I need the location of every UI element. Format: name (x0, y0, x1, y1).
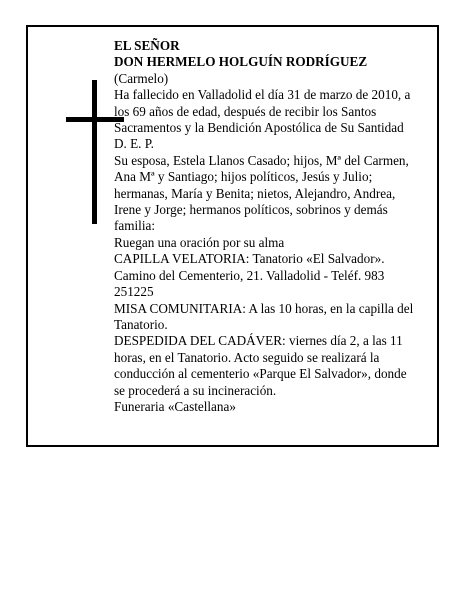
notice-title-line1: EL SEÑOR (114, 38, 180, 53)
deceased-nickname: (Carmelo) (114, 70, 169, 86)
deceased-name: DON HERMELO HOLGUÍN RODRÍGUEZ (114, 54, 368, 70)
death-announcement: Ha fallecido en Valladolid el día 31 de marzo de 2010, a los 69 años de edad, después de recibir los Santos Sacramentos y la Bendición Apostólica de Su Santidad (114, 87, 411, 136)
farewell-info: DESPEDIDA DEL CADÁVER: viernes día 2, a las 11 horas, en el Tanatorio. Acto seguido se realizará la conducción al cementerio «Parque El Salvador», donde se procederá a su incineración. (114, 333, 407, 398)
funeral-home: Funeraria «Castellana» (114, 398, 236, 414)
family-list: Su esposa, Estela Llanos Casado; hijos, Mª del Carmen, Ana Mª y Santiago; hijos políticos, Jesús y Julio; hermanas, María y Benita; nietos, Alejandro, Andrea, Irene y Jorge; hermanos políticos, sobrinos y demás familia: (114, 152, 409, 234)
rip-text: D. E. P. (114, 136, 154, 152)
cross-vertical-bar (92, 80, 97, 224)
mass-info: MISA COMUNITARIA: A las 10 horas, en la capilla del Tanatorio. (114, 300, 414, 332)
notice-text (114, 38, 420, 415)
chapel-info: CAPILLA VELATORIA: Tanatorio «El Salvador». Camino del Cementerio, 21. Valladolid - Teléf. 983 251225 (114, 251, 385, 300)
prayer-request: Ruegan una oración por su alma (114, 234, 285, 250)
